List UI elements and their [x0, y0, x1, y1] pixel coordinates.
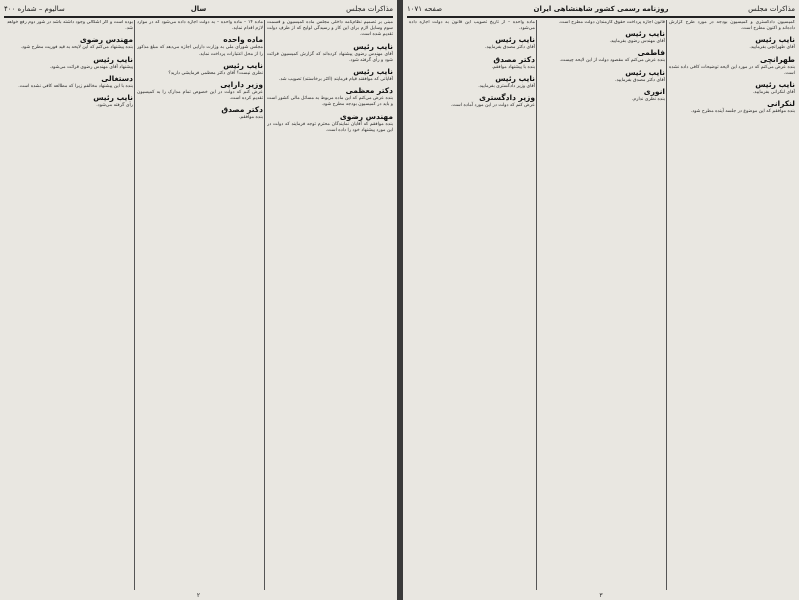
- column-divider: [536, 20, 537, 590]
- text-paragraph: بوده است و اگر اشکالی وجود داشته باشد در شور دوم رفع خواهد شد.: [7, 20, 133, 32]
- text-paragraph: رأی گرفته می‌شود.: [96, 103, 133, 109]
- speaker-name: دکتر مصدق: [221, 105, 263, 115]
- column-divider: [134, 20, 135, 590]
- right-page-header: [407, 2, 795, 18]
- text-paragraph: مجلس شورای ملی به وزارت دارایی اجازه می‌دهد که مبلغ مذکور را از محل اعتبارات پرداخت نماید.: [137, 45, 263, 57]
- speaker-name: دکتر معظمی: [345, 86, 393, 96]
- left-column-3: [7, 20, 133, 590]
- text-paragraph: نظری نیست؟ آقای دکتر معظمی فرمایشی دارید؟: [168, 70, 263, 76]
- speaker-name: دستغالی: [101, 73, 133, 83]
- right-page-number: ۳: [599, 592, 603, 599]
- text-paragraph: بنده موافقم.: [238, 115, 263, 121]
- text-paragraph: ماده واحده – از تاریخ تصویب این قانون به دولت اجازه داده می‌شود.: [409, 20, 535, 32]
- speaker-name: نایب رئیس: [755, 80, 795, 90]
- speaker-name: وزیر دارایی: [220, 80, 263, 90]
- speaker-name: مهندس رضوی: [339, 111, 393, 121]
- column-divider: [666, 20, 667, 590]
- left-page-columns: [4, 20, 393, 590]
- text-paragraph: پیشنهاد آقای مهندس رضوی قرائت می‌شود.: [49, 64, 133, 70]
- text-paragraph: آقای مهندس رضوی پیشنهاد کرده‌اند که گزارش کمیسیون قرائت شود و رأی گرفته شود.: [267, 51, 393, 63]
- right-page: [403, 0, 799, 600]
- text-paragraph: بنده موافقم که این موضوع در جلسه آینده مطرح شود.: [690, 109, 795, 115]
- speaker-name: نایب رئیس: [353, 41, 393, 51]
- speaker-name: نایب رئیس: [495, 35, 535, 45]
- text-paragraph: آقای طهرانچی بفرمایید.: [749, 45, 795, 51]
- left-page: [0, 0, 397, 600]
- text-paragraph: قانون اجازه پرداخت حقوق کارمندان دولت مطرح است.: [558, 20, 665, 25]
- speaker-name: نایب رئیس: [93, 93, 133, 103]
- text-paragraph: بنده نظری ندارم.: [631, 96, 665, 102]
- text-paragraph: بنده پیشنهاد می‌کنم که این لایحه به قید فوریت مطرح شود.: [20, 45, 133, 51]
- speaker-name: نایب رئیس: [223, 60, 263, 70]
- right-header-left: صفحه ۱۰۷۱: [407, 5, 443, 13]
- left-page-number: ۲: [196, 592, 201, 599]
- text-paragraph: آقای دکتر مصدق بفرمایید.: [485, 45, 535, 51]
- speaker-name: نایب رئیس: [93, 54, 133, 64]
- text-paragraph: بنده عرض می‌کنم که این ماده مربوط به مسائل مالی کشور است و باید در کمیسیون بودجه مطرح شود.: [267, 96, 393, 108]
- text-paragraph: ماده ۱۴ – ماده واحده – به دولت اجازه داده می‌شود که در موارد لازم اقدام نماید.: [137, 20, 263, 32]
- right-header-center: روزنامه رسمی کشور شاهنشاهی ایران: [533, 5, 669, 13]
- speaker-name: دکتر مصدق: [493, 54, 535, 64]
- speaker-name: نایب رئیس: [353, 67, 393, 77]
- text-paragraph: بنده با پیشنهاد موافقم.: [491, 64, 535, 70]
- text-paragraph: آقای وزیر دادگستری بفرمایید.: [478, 83, 535, 89]
- left-page-header: [4, 2, 393, 18]
- speaker-name: طهرانچی: [759, 54, 795, 64]
- left-header-center: سال: [190, 5, 207, 13]
- speaker-name: نایب رئیس: [495, 73, 535, 83]
- right-header-right: مذاکرات مجلس: [748, 5, 795, 13]
- speaker-name: وزیر دادگستری: [479, 93, 535, 103]
- column-divider: [264, 20, 265, 590]
- text-paragraph: بنده با این پیشنهاد مخالفم زیرا که مطالعه کافی نشده است.: [18, 83, 133, 89]
- text-paragraph: آقای مهندس رضوی بفرمایید.: [609, 39, 665, 45]
- text-paragraph: آقایانی که موافقند قیام فرمایند (اکثر برخاستند) تصویب شد.: [278, 77, 393, 83]
- text-paragraph: آقای لنکرانی بفرمایید.: [752, 90, 795, 96]
- speaker-name: نایب رئیس: [755, 35, 795, 45]
- text-paragraph: بنده موافقم که آقایان نمایندگان محترم توجه فرمایند که دولت در این مورد پیشنهاد خود را داده است.: [267, 121, 393, 133]
- right-column-3: [409, 20, 535, 590]
- text-paragraph: آقای دکتر مصدق بفرمایید.: [615, 77, 665, 83]
- text-paragraph: کمیسیون دادگستری و کمیسیون بودجه در مورد طرح گزارش داده‌اند و اکنون مطرح است.: [669, 20, 795, 32]
- speaker-name: نایب رئیس: [625, 29, 665, 39]
- speaker-name: فاطمی: [637, 48, 665, 58]
- speaker-name: لنکرانی: [767, 99, 795, 109]
- text-paragraph: بنده عرض می‌کنم که در مورد این لایحه توضیحات کافی داده نشده است.: [669, 64, 795, 76]
- speaker-name: نایب رئیس: [625, 67, 665, 77]
- left-column-2: [137, 20, 263, 590]
- text-paragraph: مبنی بر تصمیم نظام‌نامه داخلی مجلس ماده کمیسیون و قسمت سوم وسایل لازم برای این کار و رسیدگی لوایح که از طرف دولت تقدیم شده است.: [267, 20, 393, 38]
- text-paragraph: بنده عرض می‌کنم که مقصود دولت از این لایحه چیست.: [559, 58, 665, 64]
- left-column-1: [267, 20, 393, 590]
- right-page-columns: [407, 20, 795, 590]
- right-column-1: [669, 20, 795, 590]
- text-paragraph: عرض کنم که دولت در این مورد آماده است.: [450, 103, 535, 109]
- left-header-right: مذاکرات مجلس: [346, 5, 393, 13]
- text-paragraph: عرض کنم که دولت در این خصوص تمام مدارک را به کمیسیون تقدیم کرده است.: [137, 90, 263, 102]
- speaker-name: مهندس رضوی: [79, 35, 133, 45]
- speaker-name: ماده واحده: [223, 35, 263, 45]
- right-column-2: [539, 20, 665, 590]
- left-header-left: سالیوم – شماره ۴۰۰: [4, 5, 65, 13]
- speaker-name: انوری: [643, 86, 665, 96]
